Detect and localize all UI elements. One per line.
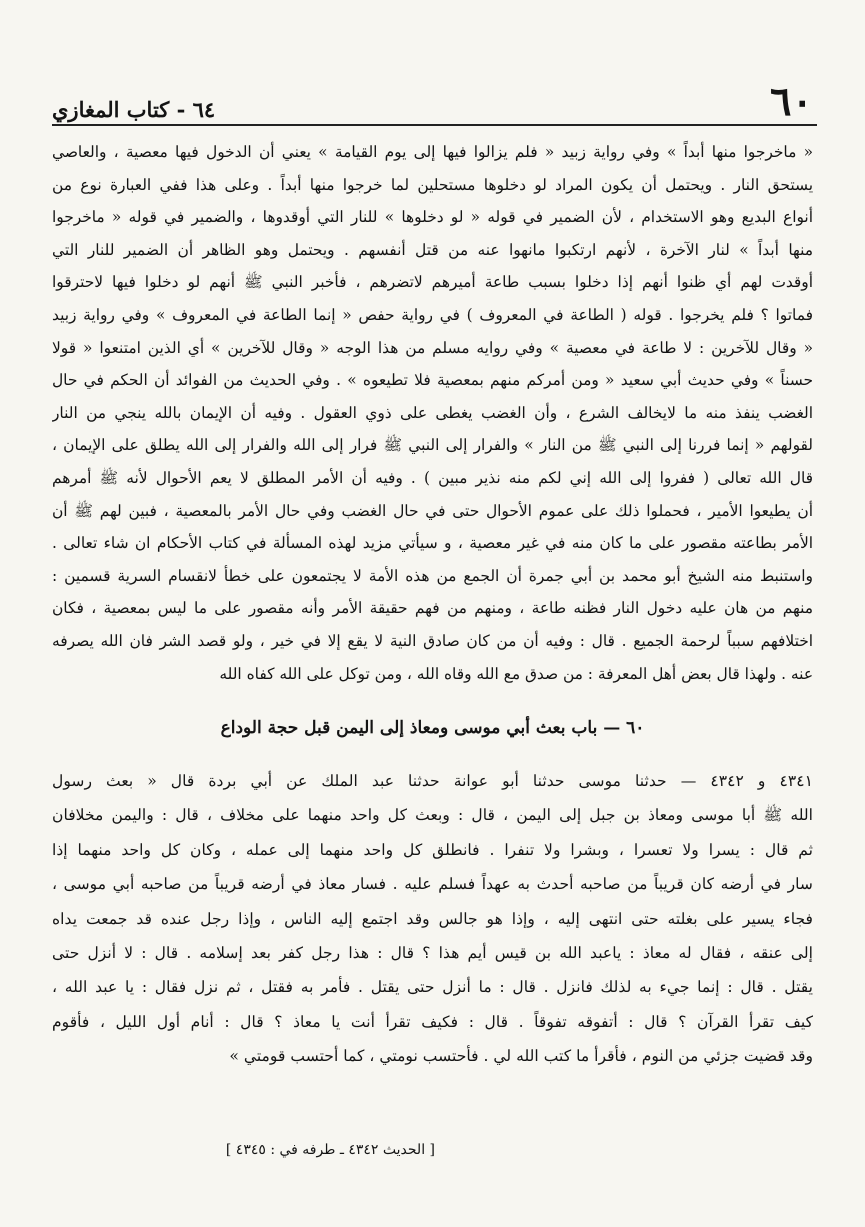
commentary-line: أوقدت لهم أي ظنوا أنهم إذا دخلوا بسبب طاعة أميرهم لاتضرهم ، فأخبر النبي ﷺ أنهم لو دخلوا فيها لاحترقوا	[52, 273, 813, 292]
hadith-line: سار في أرضه كان قريباً من صاحبه أحدث به عهداً فسلم عليه . فسار معاذ في أرضه قريباً من صاحبه أبي موسى ،	[52, 875, 813, 894]
commentary-line: منها أبداً » لنار الآخرة ، لأنهم ارتكبوا مانهوا عنه من قتل أنفسهم . ويحتمل وهو الظاهر أن الضمير للنار التي	[52, 240, 813, 259]
hadith-line: الله ﷺ أبا موسى ومعاذ بن جبل إلى اليمن ، قال : وبعث كل واحد منهما على مخلاف ، قال : واليمن مخلافان	[52, 806, 813, 825]
commentary-line: « ماخرجوا منها أبداً » وفي رواية زبيد « فلم يزالوا فيها إلى يوم القيامة » يعني أن الدخول فيها معصية ، والعاصي	[52, 143, 813, 161]
hadith-line: فجاء يسير على بغلته حتى انتهى إليه ، وإذا هو جالس وقد اجتمع إليه الناس ، وإذا رجل عنده قد جمعت يداه	[52, 909, 813, 928]
commentary-line: أنواع البديع وهو الاستخدام ، لأن الضمير في قوله « لو دخلوها » للنار التي أوقدوها ، والضمير في قوله « ماخرجوا	[52, 208, 813, 227]
page-header	[52, 72, 813, 125]
commentary-line: الأمر بطاعته مقصور على ما كان منه في غير معصية ، و سيأتي مزيد لهذه المسألة في كتاب الأحكام ان شاء تعالى .	[52, 534, 813, 553]
commentary-line: « وقال للآخرين : لا طاعة في معصية » وفي روايه مسلم من هذا الوجه « وقال للآخرين » أي الذين امتنعوا « قولا	[52, 338, 813, 357]
hadith-text	[52, 764, 813, 1074]
commentary-line: يستحق النار . ويحتمل أن يكون المراد لو دخلوها مستحلين لما خرجوا منها أبداً . وعلى هذا ففي العبارة نوع من	[52, 175, 813, 194]
commentary-line: فماتوا ؟ فلم يخرجوا . قوله ( الطاعة في المعروف ) في رواية حفص « إنما الطاعة في المعروف » وفي رواية زبيد	[52, 305, 813, 324]
commentary-line: قال الله تعالى ( ففروا إلى الله إني لكم منه نذير مبين ) . وفيه أن الأمر المطلق لا يعم الأحوال لأنه ﷺ أمرهم	[52, 468, 813, 487]
hadith-line: كيف تقرأ القرآن ؟ قال : أتفوقه تفوقاً . قال : فكيف تقرأ أنت يا معاذ ؟ قال : أنام أول الليل ، فأقوم	[52, 1012, 813, 1031]
hadith-line: يقتل . قال : إنما جيء به لذلك فانزل . قال : ما أنزل حتى يقتل . فأمر به فقتل ، ثم نزل فقال : يا عبد الله ،	[52, 978, 813, 997]
hadith-line: ثم قال : يسرا ولا تعسرا ، وبشرا ولا تنفرا . فانطلق كل واحد منهما إلى عمله ، وكان كل واحد منهما إذا	[52, 840, 813, 859]
footnote: [ الحديث ٤٣٤٢ ـ طرفه في : ٤٣٤٥ ]	[225, 1142, 435, 1158]
commentary-line: أن يطيعوا الأمير ، فحملوا ذلك على عموم الأحوال حتى في حال الغضب وفي حال الأمر بالمعصية ، فبين لهم ﷺ أن	[52, 501, 813, 520]
chapter-heading: ٦٠ — باب بعث أبي موسى ومعاذ إلى اليمن قبل حجة الوداع	[220, 718, 645, 738]
commentary-line: اختلافهم سبباً لرحمة الجميع . قال : وفيه أن من كان صادق النية لا يقع إلا في خير ، ولو قصد الشر فان الله يصرفه	[52, 631, 813, 650]
hadith-line: إلى عنقه ، فقال له معاذ : ياعبد الله بن قيس أيم هذا ؟ قال : هذا رجل كفر بعد إسلامه . قال : لا أنزل حتى	[52, 943, 813, 962]
commentary-line: الغضب ينفذ منه ما لايخالف الشرع ، وأن الغضب يغطى على ذوي العقول . وفيه أن الإيمان بالله ينجي من النار	[52, 403, 813, 422]
commentary-line: حسناً » وفي حديث أبي سعيد « ومن أمركم منهم بمعصية فلا تطيعوه » . وفي الحديث من الفوائد أن الحكم في حال	[52, 371, 813, 390]
commentary-line: واستنبط منه الشيخ أبو محمد بن أبي جمرة أن الجمع من هذه الأمة لا يجتمعون على خطأ لانقسام السرية قسمين :	[52, 566, 813, 585]
commentary-line: عنه . ولهذا قال بعض أهل المعرفة : من صدق مع الله وقاه الله ، ومن توكل على الله كفاه الله	[219, 664, 813, 683]
running-title: ٦٤ - كتاب المغازي	[52, 97, 216, 122]
commentary-text	[52, 136, 813, 690]
header-rule	[52, 124, 817, 126]
hadith-line: ٤٣٤١ و ٤٣٤٢ — حدثنا موسى حدثنا أبو عوانة حدثنا عبد الملك عن أبي بردة قال « بعث رسول	[52, 772, 813, 790]
commentary-line: لقولهم « إنما فررنا إلى النبي ﷺ من النار » والفرار إلى النبي ﷺ فرار إلى الله والفرار إلى الله يطلق على الإيمان ،	[52, 436, 813, 455]
commentary-line: منهم من هان عليه دخول النار فظنه طاعة ، ومنهم من فهم حقيقة الأمر وأنه مقصور على ما ليس بمعصية ، فكان	[52, 599, 813, 618]
hadith-line: وقد قضيت جزئي من النوم ، فأقرأ ما كتب الله لي . فأحتسب نومتي ، كما أحتسب قومتي »	[229, 1047, 813, 1066]
page-number: ٦٠	[770, 78, 813, 125]
